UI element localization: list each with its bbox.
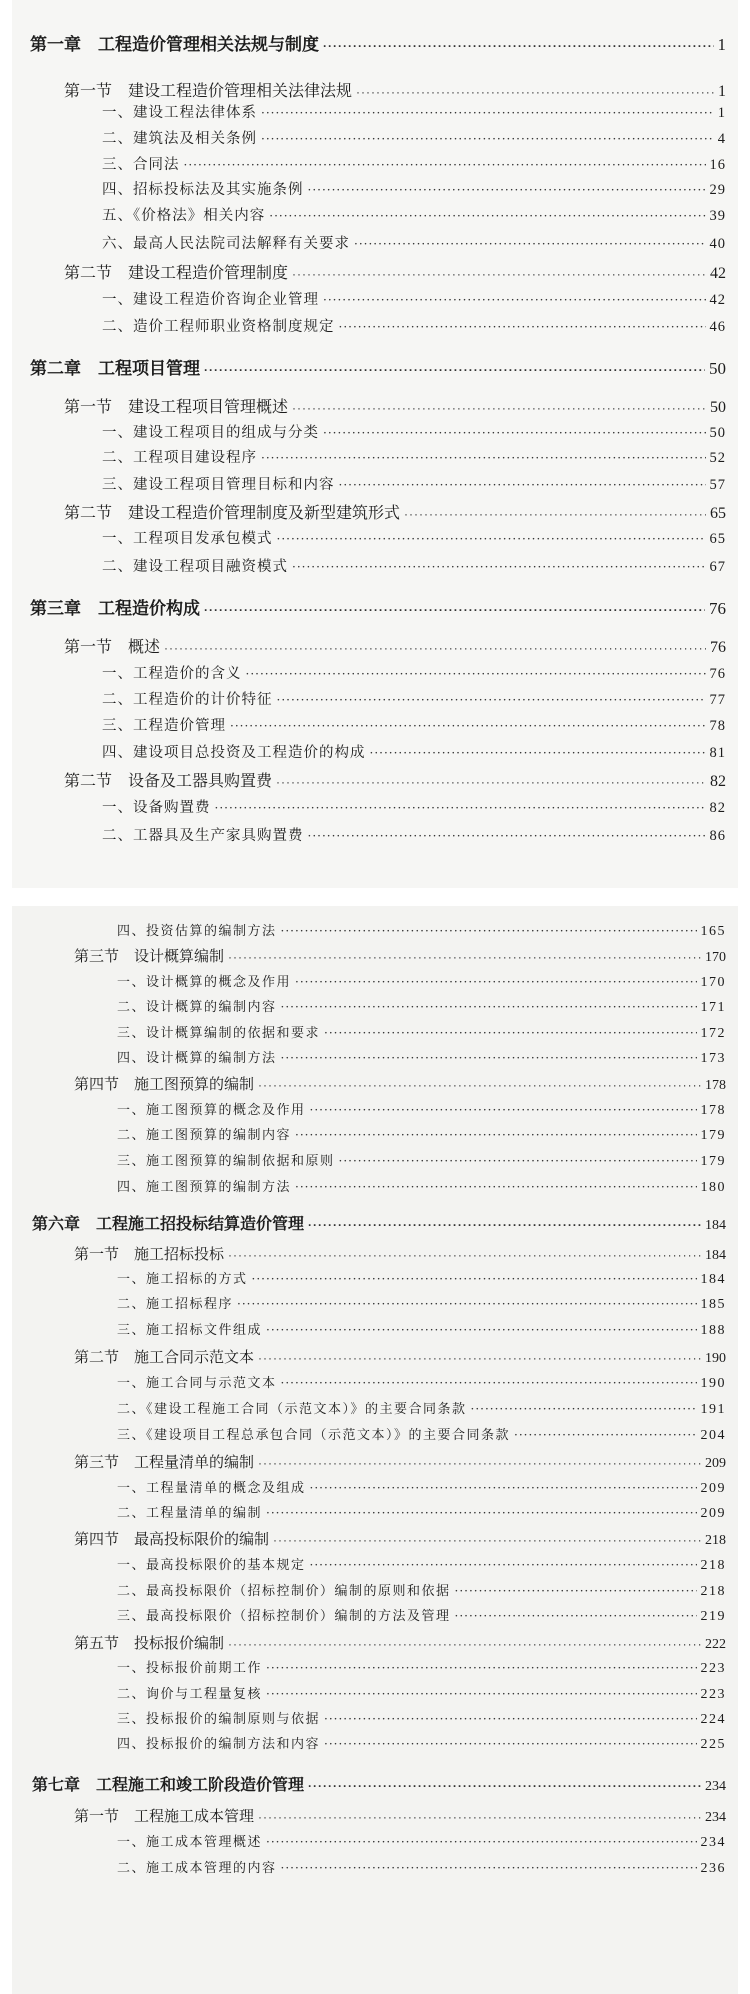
toc-page-number: 76 — [709, 599, 726, 618]
toc-entry-title: 第一节 建设工程造价管理相关法律法规 — [64, 83, 353, 100]
toc-item-entry — [117, 920, 726, 940]
dot-leader — [295, 1128, 696, 1142]
toc-entry-title: 二、最高投标限价（招标控制价）编制的原则和依据 — [117, 1584, 451, 1599]
dot-leader — [281, 1051, 697, 1065]
dot-leader — [266, 1687, 696, 1701]
dot-leader — [277, 532, 706, 546]
toc-entry-title: 一、工程造价的含义 — [102, 666, 242, 682]
toc-item-entry — [102, 288, 726, 309]
dot-leader — [164, 641, 706, 655]
toc-entry-title: 二、施工成本管理的内容 — [117, 1861, 277, 1876]
toc-page-number: 223 — [700, 1687, 726, 1702]
toc-page-number: 50 — [709, 359, 726, 378]
toc-item-entry — [117, 1708, 726, 1728]
toc-page-number: 50 — [710, 399, 726, 416]
page-gap — [0, 888, 750, 906]
dot-leader — [455, 1584, 697, 1598]
dot-leader — [310, 1103, 697, 1117]
toc-page-number: 29 — [709, 182, 726, 198]
toc-page-number: 218 — [705, 1533, 726, 1548]
toc-page-2 — [12, 906, 738, 1994]
toc-item-entry — [117, 1150, 726, 1170]
toc-chapter-entry — [30, 354, 726, 379]
toc-page-number: 82 — [709, 800, 726, 816]
toc-item-entry — [117, 1580, 726, 1600]
dot-leader — [310, 1481, 697, 1495]
toc-item-entry — [117, 1424, 726, 1444]
toc-item-entry — [117, 1398, 726, 1418]
toc-page-number: 218 — [700, 1584, 726, 1599]
toc-entry-title: 一、设计概算的概念及作用 — [117, 975, 292, 990]
toc-page-number: 209 — [700, 1481, 726, 1496]
toc-page-number: 16 — [709, 157, 726, 173]
dot-leader — [356, 85, 714, 99]
toc-page-number: 191 — [700, 1402, 726, 1417]
toc-entry-title: 第一节 概述 — [64, 639, 161, 656]
toc-entry-title: 第二章 工程项目管理 — [30, 359, 200, 378]
toc-entry-title: 一、设备购置费 — [102, 800, 211, 816]
toc-page-number: 81 — [709, 745, 726, 761]
toc-entry-title: 第二节 施工合同示范文本 — [74, 1349, 255, 1366]
toc-page-number: 180 — [700, 1180, 726, 1195]
toc-page-number: 234 — [705, 1779, 726, 1794]
toc-entry-title: 第一节 工程施工成本管理 — [74, 1808, 255, 1825]
toc-entry-title: 二、施工招标程序 — [117, 1297, 234, 1312]
toc-entry-title: 一、建设工程法律体系 — [102, 105, 257, 121]
toc-entry-title: 一、最高投标限价的基本规定 — [117, 1558, 306, 1573]
toc-entry-title: 五、《价格法》相关内容 — [102, 208, 266, 224]
dot-leader — [277, 693, 706, 707]
toc-section-entry — [64, 634, 726, 657]
toc-item-entry — [102, 714, 726, 735]
toc-page-number: 223 — [700, 1661, 726, 1676]
dot-leader — [276, 775, 706, 789]
toc-page-number: 222 — [705, 1637, 726, 1652]
dot-leader — [514, 1428, 696, 1442]
dot-leader — [258, 1078, 701, 1092]
toc-page-number: 39 — [709, 208, 726, 224]
toc-page-number: 178 — [700, 1103, 726, 1118]
toc-entry-title: 第五节 投标报价编制 — [74, 1635, 225, 1652]
toc-entry-title: 一、工程量清单的概念及组成 — [117, 1481, 306, 1496]
toc-entry-title: 四、建设项目总投资及工程造价的构成 — [102, 745, 366, 761]
toc-item-entry — [117, 1831, 726, 1851]
dot-leader — [228, 1637, 701, 1651]
toc-entry-title: 三、最高投标限价（招标控制价）编制的方法及管理 — [117, 1609, 451, 1624]
dot-leader — [339, 478, 706, 492]
toc-section-entry — [74, 1528, 726, 1549]
toc-entry-title: 四、施工图预算的编制方法 — [117, 1180, 292, 1195]
toc-page-number: 209 — [700, 1506, 726, 1521]
toc-entry-title: 二、设计概算的编制内容 — [117, 1000, 277, 1015]
toc-page-number: 42 — [709, 292, 726, 308]
toc-section-entry — [74, 945, 726, 966]
toc-item-entry — [117, 1022, 726, 1042]
toc-item-entry — [102, 555, 726, 576]
toc-page-number: 224 — [700, 1712, 726, 1727]
toc-page-number: 50 — [709, 425, 726, 441]
toc-item-entry — [102, 315, 726, 336]
dot-leader — [266, 1506, 696, 1520]
toc-chapter-entry — [32, 1211, 726, 1234]
dot-leader — [323, 426, 706, 440]
toc-entry-title: 第一章 工程造价管理相关法规与制度 — [30, 35, 319, 54]
dot-leader — [324, 1737, 696, 1751]
toc-entry-title: 二、工程量清单的编制 — [117, 1506, 263, 1521]
toc-page-number: 52 — [709, 450, 726, 466]
dot-leader — [230, 719, 706, 733]
dot-leader — [308, 829, 706, 843]
dot-leader — [258, 1810, 701, 1824]
dot-leader — [266, 1661, 696, 1675]
toc-section-entry — [74, 1451, 726, 1472]
toc-page-number: 234 — [705, 1810, 726, 1825]
dot-leader — [204, 603, 705, 617]
toc-page-number: 204 — [700, 1428, 726, 1443]
toc-item-entry — [102, 127, 726, 148]
toc-page-number: 234 — [700, 1835, 726, 1850]
toc-item-entry — [117, 1099, 726, 1119]
dot-leader — [471, 1402, 697, 1416]
toc-item-entry — [117, 1857, 726, 1877]
toc-section-entry — [64, 78, 726, 101]
toc-item-entry — [117, 1047, 726, 1067]
toc-page-number: 76 — [710, 639, 726, 656]
toc-page-number: 219 — [700, 1609, 726, 1624]
toc-page-number: 178 — [705, 1078, 726, 1093]
toc-entry-title: 第四节 最高投标限价的编制 — [74, 1531, 270, 1548]
toc-entry-title: 六、最高人民法院司法解释有关要求 — [102, 236, 350, 252]
dot-leader — [184, 158, 706, 172]
toc-entry-title: 一、施工合同与示范文本 — [117, 1376, 277, 1391]
toc-item-entry — [102, 178, 726, 199]
toc-page-number: 67 — [709, 559, 726, 575]
toc-section-entry — [74, 1243, 726, 1264]
toc-section-entry — [64, 768, 726, 791]
toc-page-number: 170 — [705, 950, 726, 965]
toc-page-number: 171 — [700, 1000, 726, 1015]
toc-entry-title: 二、工程项目建设程序 — [102, 450, 257, 466]
toc-entry-title: 第二节 设备及工器具购置费 — [64, 773, 273, 790]
dot-leader — [273, 1533, 701, 1547]
toc-entry-title: 第三节 设计概算编制 — [74, 948, 225, 965]
toc-page-number: 76 — [709, 666, 726, 682]
toc-entry-title: 二、建设工程项目融资模式 — [102, 559, 288, 575]
toc-page-number: 170 — [700, 975, 726, 990]
toc-entry-title: 二、施工图预算的编制内容 — [117, 1128, 292, 1143]
toc-item-entry — [102, 796, 726, 817]
dot-leader — [455, 1609, 697, 1623]
dot-leader — [324, 1026, 696, 1040]
toc-entry-title: 一、施工招标的方式 — [117, 1272, 248, 1287]
toc-page-number: 46 — [709, 319, 726, 335]
toc-item-entry — [102, 741, 726, 762]
dot-leader — [324, 1712, 696, 1726]
toc-page-1 — [12, 0, 738, 888]
toc-page-number: 65 — [710, 505, 726, 522]
dot-leader — [354, 237, 706, 251]
toc-chapter-entry — [30, 594, 726, 619]
dot-leader — [261, 132, 714, 146]
toc-entry-title: 四、投标报价的编制方法和内容 — [117, 1737, 321, 1752]
toc-entry-title: 二、《建设工程施工合同（示范文本）》的主要合同条款 — [117, 1402, 467, 1417]
toc-entry-title: 二、询价与工程量复核 — [117, 1687, 263, 1702]
dot-leader — [308, 1218, 701, 1232]
toc-item-entry — [117, 1176, 726, 1196]
dot-leader — [228, 950, 701, 964]
toc-entry-title: 第三节 工程量清单的编制 — [74, 1454, 255, 1471]
toc-section-entry — [64, 260, 726, 283]
toc-entry-title: 第一节 建设工程项目管理概述 — [64, 399, 289, 416]
toc-page-number: 172 — [700, 1026, 726, 1041]
toc-item-entry — [102, 446, 726, 467]
toc-page-number: 40 — [709, 236, 726, 252]
toc-entry-title: 三、《建设项目工程总承包合同（示范文本）》的主要合同条款 — [117, 1428, 511, 1443]
toc-entry-title: 第七章 工程施工和竣工阶段造价管理 — [32, 1777, 305, 1794]
toc-item-entry — [117, 1293, 726, 1313]
toc-entry-title: 第三章 工程造价构成 — [30, 599, 200, 618]
toc-item-entry — [102, 688, 726, 709]
toc-entry-title: 三、施工招标文件组成 — [117, 1323, 263, 1338]
toc-entry-title: 二、工器具及生产家具购置费 — [102, 828, 304, 844]
toc-item-entry — [117, 1605, 726, 1625]
dot-leader — [204, 363, 705, 377]
toc-page-number: 236 — [700, 1861, 726, 1876]
dot-leader — [258, 1456, 701, 1470]
toc-item-entry — [117, 1683, 726, 1703]
dot-leader — [292, 401, 706, 415]
toc-page-number: 185 — [700, 1297, 726, 1312]
dot-leader — [404, 507, 706, 521]
dot-leader — [281, 1000, 697, 1014]
dot-leader — [228, 1248, 701, 1262]
toc-section-entry — [74, 1073, 726, 1094]
toc-item-entry — [117, 1502, 726, 1522]
toc-page-number: 179 — [700, 1128, 726, 1143]
toc-page-number: 82 — [710, 773, 726, 790]
toc-page-number: 57 — [709, 477, 726, 493]
toc-item-entry — [102, 473, 726, 494]
toc-item-entry — [102, 204, 726, 225]
toc-entry-title: 三、工程造价管理 — [102, 718, 226, 734]
dot-leader — [258, 1351, 701, 1365]
toc-entry-title: 一、建设工程项目的组成与分类 — [102, 425, 319, 441]
toc-page-number: 86 — [709, 828, 726, 844]
dot-leader — [310, 1558, 697, 1572]
toc-entry-title: 第四节 施工图预算的编制 — [74, 1076, 255, 1093]
toc-item-entry — [117, 1733, 726, 1753]
toc-page-number: 184 — [705, 1248, 726, 1263]
toc-item-entry — [117, 1657, 726, 1677]
toc-item-entry — [117, 1477, 726, 1497]
dot-leader — [292, 560, 706, 574]
toc-entry-title: 第二节 建设工程造价管理制度 — [64, 265, 289, 282]
toc-page-number: 173 — [700, 1051, 726, 1066]
dot-leader — [269, 209, 705, 223]
toc-section-entry — [64, 394, 726, 417]
toc-entry-title: 第二节 建设工程造价管理制度及新型建筑形式 — [64, 505, 401, 522]
toc-entry-title: 三、设计概算编制的依据和要求 — [117, 1026, 321, 1041]
dot-leader — [339, 320, 706, 334]
toc-item-entry — [117, 1268, 726, 1288]
toc-item-entry — [117, 1124, 726, 1144]
toc-item-entry — [102, 421, 726, 442]
toc-section-entry — [74, 1346, 726, 1367]
dot-leader — [266, 1835, 696, 1849]
dot-leader — [339, 1154, 697, 1168]
toc-entry-title: 二、造价工程师职业资格制度规定 — [102, 319, 335, 335]
toc-page-number: 42 — [710, 265, 726, 282]
toc-page-number: 179 — [700, 1154, 726, 1169]
dot-leader — [295, 1180, 696, 1194]
toc-item-entry — [117, 1372, 726, 1392]
toc-chapter-entry — [32, 1772, 726, 1795]
toc-page-number: 188 — [700, 1323, 726, 1338]
toc-entry-title: 一、施工图预算的概念及作用 — [117, 1103, 306, 1118]
dot-leader — [308, 183, 706, 197]
toc-item-entry — [102, 527, 726, 548]
toc-section-entry — [74, 1632, 726, 1653]
dot-leader — [323, 293, 706, 307]
toc-page-number: 190 — [705, 1351, 726, 1366]
toc-page-number: 190 — [700, 1376, 726, 1391]
dot-leader — [215, 801, 706, 815]
toc-page-number: 78 — [709, 718, 726, 734]
toc-page-number: 209 — [705, 1456, 726, 1471]
toc-entry-title: 一、工程项目发承包模式 — [102, 531, 273, 547]
toc-entry-title: 四、设计概算的编制方法 — [117, 1051, 277, 1066]
toc-entry-title: 第六章 工程施工招投标结算造价管理 — [32, 1216, 305, 1233]
dot-leader — [246, 667, 706, 681]
dot-leader — [261, 106, 714, 120]
dot-leader — [252, 1272, 697, 1286]
toc-page-number: 184 — [700, 1272, 726, 1287]
toc-item-entry — [102, 232, 726, 253]
dot-leader — [281, 924, 697, 938]
toc-item-entry — [117, 1319, 726, 1339]
toc-entry-title: 一、建设工程造价咨询企业管理 — [102, 292, 319, 308]
toc-page-number: 65 — [709, 531, 726, 547]
toc-entry-title: 四、招标投标法及其实施条例 — [102, 182, 304, 198]
dot-leader — [295, 975, 696, 989]
dot-leader — [261, 451, 706, 465]
toc-section-entry — [64, 500, 726, 523]
toc-page-number: 77 — [709, 692, 726, 708]
toc-entry-title: 三、建设工程项目管理目标和内容 — [102, 477, 335, 493]
toc-item-entry — [117, 996, 726, 1016]
toc-page-number: 218 — [700, 1558, 726, 1573]
toc-page-number: 184 — [705, 1218, 726, 1233]
toc-chapter-entry — [30, 30, 726, 55]
dot-leader — [266, 1323, 696, 1337]
toc-item-entry — [102, 824, 726, 845]
toc-page-number: 225 — [700, 1737, 726, 1752]
dot-leader — [323, 39, 714, 53]
toc-entry-title: 一、施工成本管理概述 — [117, 1835, 263, 1850]
toc-item-entry — [102, 153, 726, 174]
toc-section-entry — [74, 1805, 726, 1826]
toc-entry-title: 三、投标报价的编制原则与依据 — [117, 1712, 321, 1727]
toc-entry-title: 二、工程造价的计价特征 — [102, 692, 273, 708]
toc-page-number: 1 — [717, 105, 726, 121]
toc-page-number: 165 — [700, 924, 726, 939]
toc-page-number: 1 — [717, 35, 726, 54]
dot-leader — [281, 1376, 697, 1390]
toc-item-entry — [117, 971, 726, 991]
toc-entry-title: 二、建筑法及相关条例 — [102, 131, 257, 147]
dot-leader — [370, 746, 706, 760]
toc-item-entry — [102, 101, 726, 122]
dot-leader — [292, 267, 706, 281]
toc-item-entry — [102, 662, 726, 683]
toc-entry-title: 三、合同法 — [102, 157, 180, 173]
dot-leader — [237, 1297, 696, 1311]
dot-leader — [281, 1861, 697, 1875]
dot-leader — [308, 1779, 701, 1793]
toc-entry-title: 三、施工图预算的编制依据和原则 — [117, 1154, 335, 1169]
toc-entry-title: 第一节 施工招标投标 — [74, 1246, 225, 1263]
toc-entry-title: 一、投标报价前期工作 — [117, 1661, 263, 1676]
toc-item-entry — [117, 1554, 726, 1574]
toc-entry-title: 四、投资估算的编制方法 — [117, 924, 277, 939]
toc-page-number: 4 — [717, 131, 726, 147]
toc-page-number: 1 — [718, 83, 726, 100]
